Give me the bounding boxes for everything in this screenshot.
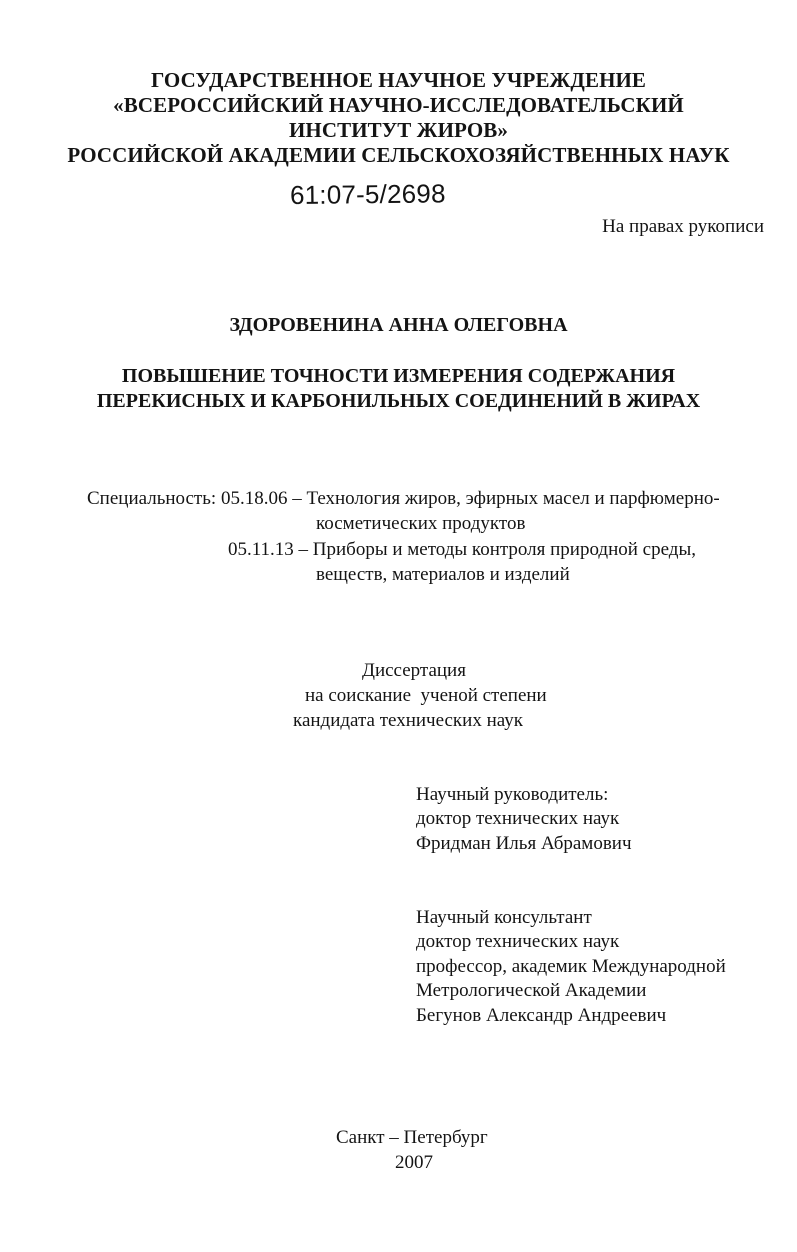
institution-line-4: РОССИЙСКОЙ АКАДЕМИИ СЕЛЬСКОХОЗЯЙСТВЕННЫХ НАУК xyxy=(67,143,730,167)
specialty-line-1 xyxy=(87,486,720,511)
consultant-degree: доктор технических наук xyxy=(416,931,620,952)
specialty-desc-1b: косметических продуктов xyxy=(316,513,526,534)
supervisor-name: Фридман Илья Абрамович xyxy=(416,833,632,854)
specialty-line-2 xyxy=(228,537,696,562)
specialty-dash-1: – xyxy=(292,488,302,509)
institution-line-1: ГОСУДАРСТВЕННОЕ НАУЧНОЕ УЧРЕЖДЕНИЕ xyxy=(150,68,647,92)
author-name: ЗДОРОВЕНИНА АННА ОЛЕГОВНА xyxy=(229,314,568,336)
title-line-2: ПЕРЕКИСНЫХ И КАРБОНИЛЬНЫХ СОЕДИНЕНИЙ В ЖИРАХ xyxy=(96,390,701,412)
footer-year: 2007 xyxy=(395,1152,433,1173)
catalog-stamp: 61:07-5/2698 xyxy=(289,178,446,210)
specialty-code-1: 05.18.06 xyxy=(220,488,288,509)
consultant-title: профессор, академик Международной xyxy=(416,956,726,977)
degree-line-2: на соискание ученой степени xyxy=(305,685,547,706)
institution-line-2: «ВСЕРОССИЙСКИЙ НАУЧНО-ИССЛЕДОВАТЕЛЬСКИЙ xyxy=(113,93,684,117)
degree-line-3: кандидата технических наук xyxy=(293,710,523,731)
footer-city: Санкт – Петербург xyxy=(336,1127,488,1148)
institution-line-3: ИНСТИТУТ ЖИРОВ» xyxy=(289,118,508,142)
supervisor-degree: доктор технических наук xyxy=(416,808,620,829)
specialty-desc-1a: Технология жиров, эфирных масел и парфюмерно- xyxy=(306,488,720,509)
degree-line-1: Диссертация xyxy=(362,660,466,681)
manuscript-rights: На правах рукописи xyxy=(602,216,764,237)
consultant-academy: Метрологической Академии xyxy=(416,980,647,1001)
consultant-name: Бегунов Александр Андреевич xyxy=(416,1005,667,1026)
specialty-desc-2a: Приборы и методы контроля природной среды, xyxy=(312,539,696,560)
specialty-label: Специальность: xyxy=(87,488,217,509)
supervisor-heading: Научный руководитель: xyxy=(416,784,609,805)
title-line-1: ПОВЫШЕНИЕ ТОЧНОСТИ ИЗМЕРЕНИЯ СОДЕРЖАНИЯ xyxy=(121,365,676,387)
specialty-code-2: 05.11.13 xyxy=(228,539,294,560)
specialty-desc-2b: веществ, материалов и изделий xyxy=(316,564,570,585)
specialty-dash-2: – xyxy=(298,539,309,560)
consultant-heading: Научный консультант xyxy=(416,907,592,928)
